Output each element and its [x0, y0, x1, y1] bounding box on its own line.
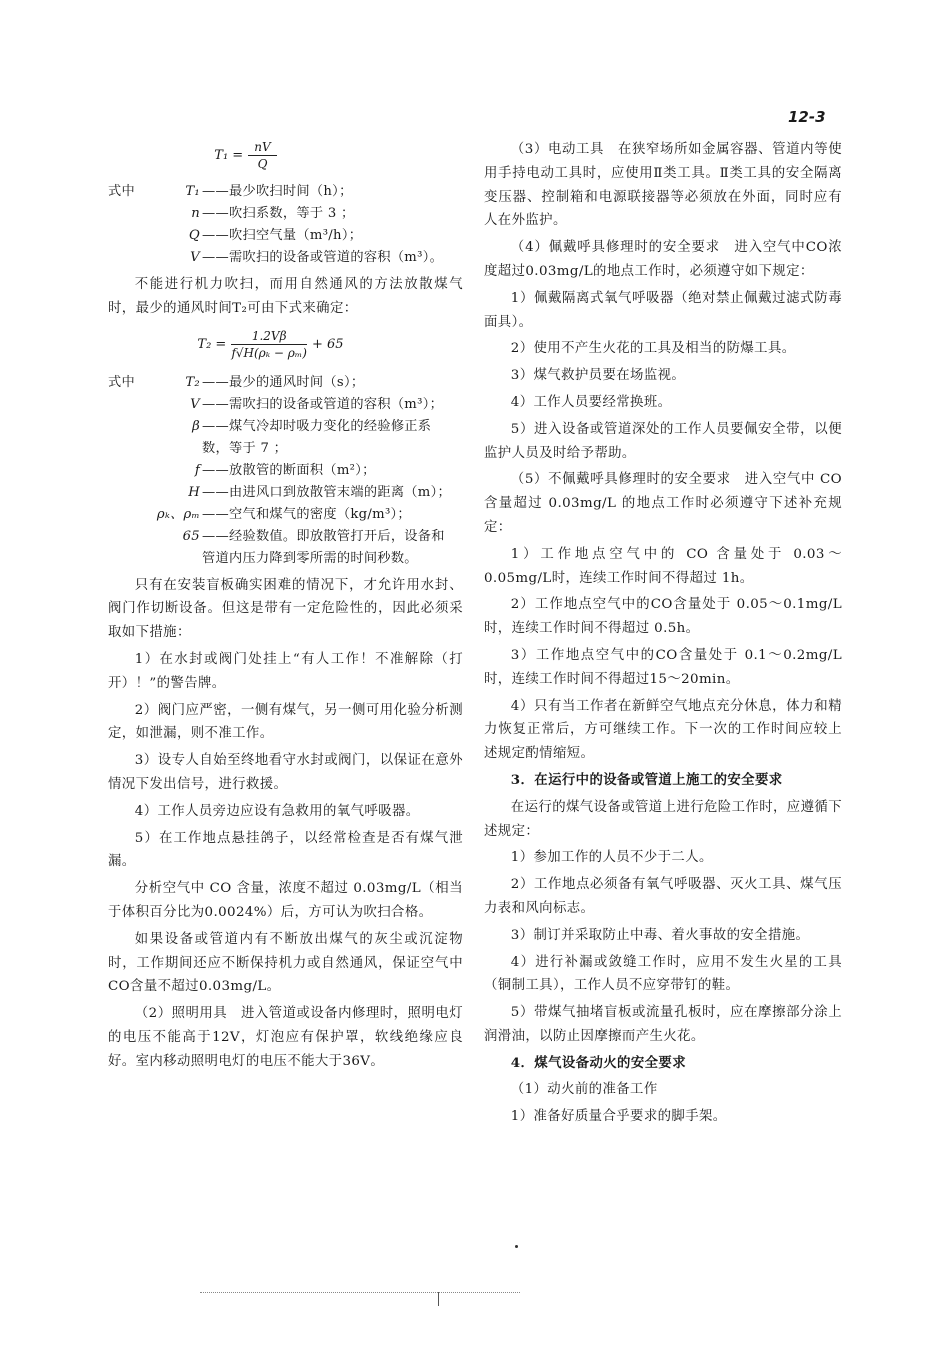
definition-lead [108, 548, 156, 570]
paragraph: 2）工作地点空气中的CO含量处于 0.05～0.1mg/L时，连续工作时间不得超过 0.5h。 [484, 597, 842, 637]
page-number: 12-3 [788, 108, 826, 126]
definition-text: ——吹扫系数，等于 3 ； [202, 206, 355, 221]
paragraph: 1）准备好质量合乎要求的脚手架。 [510, 1109, 727, 1125]
paragraph: 1）在水封或阀门处挂上“有人工作！不准解除（打开）！”的警告牌。 [108, 651, 463, 691]
definition-row [108, 181, 463, 203]
definition-text: ——经验数值。即放散管打开后，设备和 [202, 528, 445, 544]
definition-lead [108, 247, 156, 269]
definition-symbol: 65 [182, 528, 200, 544]
formula-t2-tail: + 65 [311, 336, 344, 352]
paragraph: 如果设备或管道内有不断放出煤气的灰尘或沉淀物时，工作期间还应不断保持机力或自然通风，保证空气中CO含量不超过0.03mg/L。 [108, 931, 463, 995]
definition-symbol: T₂ [185, 374, 200, 390]
definition-row [108, 416, 463, 438]
definition-lead [108, 482, 156, 504]
paragraph: 在运行的煤气设备或管道上进行危险工作时，应遵循下述规定： [484, 799, 842, 839]
definition-row [108, 203, 463, 225]
definition-lead [108, 203, 156, 225]
formula-t2-lhs: T₂ = [197, 336, 227, 352]
right-paragraphs [484, 138, 842, 1129]
left-column [108, 138, 463, 1077]
definition-text: ——需吹扫的设备或管道的容积（m³）； [202, 396, 444, 412]
definitions-t1 [108, 181, 463, 269]
definition-row [108, 548, 463, 570]
footer-tick [438, 1292, 439, 1306]
definition-row [108, 394, 463, 416]
definition-symbol: β [192, 418, 200, 434]
scan-dot [515, 1245, 518, 1248]
paragraph: 1）佩戴隔离式氧气呼吸器（绝对禁止佩戴过滤式防毒面具）。 [484, 290, 842, 330]
definition-text: ——最少的通风时间（s）； [202, 374, 365, 390]
definition-text: ——吹扫空气量（m³/h）； [202, 228, 363, 243]
paragraph: 5）在工作地点悬挂鸽子，以经常检查是否有煤气泄漏。 [108, 830, 463, 870]
definition-symbol [156, 438, 202, 460]
paragraph: （2）照明用具 进入管道或设备内修理时，照明电灯的电压不能高于12V，灯泡应有保护罩，软线绝缘应良好。室内移动照明电灯的电压不能大于36V。 [108, 1006, 463, 1069]
paragraph: 3）制订并采取防止中毒、着火事故的安全措施。 [510, 927, 810, 943]
paragraph: （4）佩戴呼具修理时的安全要求 进入空气中CO浓度超过0.03mg/L的地点工作时，必须遵守如下规定： [484, 240, 842, 279]
definition-lead [108, 225, 156, 247]
paragraph: （5）不佩戴呼具修理时的安全要求 进入空气中 CO 含量超过 0.03mg/L 的地点工作时必须遵守下述补充规定： [484, 472, 842, 535]
definition-row [108, 225, 463, 247]
paragraph: 2）阀门应严密，一侧有煤气，另一侧可用化验分析测定，如泄漏，则不准工作。 [108, 702, 463, 742]
definition-row [108, 504, 463, 526]
definition-symbol: Q [188, 228, 200, 243]
right-column [484, 138, 842, 1132]
definition-text: ——放散管的断面积（m²）； [202, 462, 376, 478]
definition-row [108, 247, 463, 269]
left-paragraphs [108, 574, 463, 1074]
definition-lead [108, 504, 156, 526]
definition-text: ——空气和煤气的密度（kg/m³）； [202, 506, 411, 522]
definition-text: 管道内压力降到零所需的时间秒数。 [202, 550, 418, 566]
definition-lead [108, 416, 156, 438]
definition-symbol: T₁ [185, 184, 200, 199]
definition-text: 数，等于 7 ； [202, 440, 288, 456]
definition-lead: 式中 [108, 184, 135, 199]
definition-lead: 式中 [108, 374, 135, 390]
paragraph: （1）动火前的准备工作 [510, 1082, 658, 1098]
paragraph: 3）煤气救护员要在场监视。 [510, 368, 686, 384]
definition-symbol: H [188, 484, 200, 500]
paragraph: 只有在安装盲板确实困难的情况下，才允许用水封、阀门作切断设备。但这是带有一定危险性的，因此必须采取如下措施： [108, 577, 463, 641]
paragraph: 3）工作地点空气中的CO含量处于 0.1～0.2mg/L时，连续工作时间不得超过15～20min。 [484, 647, 842, 687]
paragraph: 5）进入设备或管道深处的工作人员要佩安全带，以便监护人员及时给予帮助。 [484, 421, 842, 461]
paragraph: 1）参加工作的人员不少于二人。 [510, 850, 713, 866]
definition-symbol: f [194, 462, 200, 478]
definition-text: ——需吹扫的设备或管道的容积（m³）。 [202, 250, 444, 265]
definition-lead [108, 394, 156, 416]
definitions-t2 [108, 372, 463, 570]
paragraph: 4）工作人员旁边应设有急救用的氧气呼吸器。 [134, 803, 420, 819]
paragraph: 2）工作地点必须备有氧气呼吸器、灭火工具、煤气压力表和风向标志。 [484, 877, 842, 916]
definition-row [108, 372, 463, 394]
definition-symbol: ρₖ、ρₘ [156, 506, 200, 522]
definition-text: ——最少吹扫时间（h）； [202, 184, 353, 199]
paragraph: 4）进行补漏或敛缝工作时，应用不发生火星的工具（铜制工具），工作人员不应穿带钉的鞋。 [484, 954, 842, 994]
formula-t2-numerator: 1.2Vβ [231, 329, 306, 345]
paragraph: 4）工作人员要经常换班。 [510, 394, 672, 410]
paragraph-natural-ventilation: 不能进行机力吹扫，而用自然通风的方法放散煤气时，最少的通风时间T₂可由下式来确定： [108, 277, 463, 316]
definition-row [108, 482, 463, 504]
paragraph: 5）带煤气抽堵盲板或流量孔板时，应在摩擦部分涂上润滑油，以防止因摩擦而产生火花。 [484, 1005, 842, 1044]
definition-symbol [156, 548, 202, 570]
paragraph: 2）使用不产生火花的工具及相当的防爆工具。 [510, 341, 796, 357]
section-heading: 4．煤气设备动火的安全要求 [510, 1054, 687, 1071]
definition-row [108, 438, 463, 460]
definition-text: ——煤气冷却时吸力变化的经验修正系 [202, 418, 432, 434]
footer-rule [200, 1292, 520, 1293]
formula-t1 [28, 140, 463, 171]
paragraph: 4）只有当工作者在新鲜空气地点充分休息，体力和精力恢复正常后，方可继续工作。下一次的工作时间应较上述规定酌情缩短。 [484, 698, 842, 762]
section-heading: 3．在运行中的设备或管道上施工的安全要求 [510, 771, 783, 788]
definition-symbol: n [191, 206, 200, 221]
definition-lead [108, 526, 156, 548]
paragraph: 1）工作地点空气中的 CO 含量处于 0.03～0.05mg/L时，连续工作时间不得超过 1h。 [484, 546, 842, 586]
definition-lead [108, 460, 156, 482]
paragraph: 分析空气中 CO 含量，浓度不超过 0.03mg/L（相当于体积百分比为0.0024%）后，方可认为吹扫合格。 [108, 881, 463, 920]
definition-lead [108, 438, 156, 460]
definition-symbol: V [190, 396, 200, 412]
definition-row [108, 526, 463, 548]
formula-t2-denominator: f√H(ρₖ − ρₘ) [231, 345, 307, 360]
formula-t2 [78, 329, 463, 360]
definition-row [108, 460, 463, 482]
definition-symbol: V [190, 250, 200, 265]
formula-t1-lhs: T₁ = [214, 148, 244, 163]
paragraph: 3）设专人自始至终地看守水封或阀门，以保证在意外情况下发出信号，进行救援。 [108, 753, 463, 792]
definition-text: ——由进风口到放散管末端的距离（m）； [202, 484, 451, 500]
formula-t1-denominator: Q [257, 157, 268, 171]
paragraph: （3）电动工具 在狭窄场所如金属容器、管道内等使用手持电动工具时，应使用Ⅱ类工具。Ⅱ类工具的安全隔离变压器、控制箱和电源联接器等必须放在外面，同时应有人在外监护。 [484, 142, 842, 229]
formula-t1-numerator: nV [248, 140, 276, 156]
